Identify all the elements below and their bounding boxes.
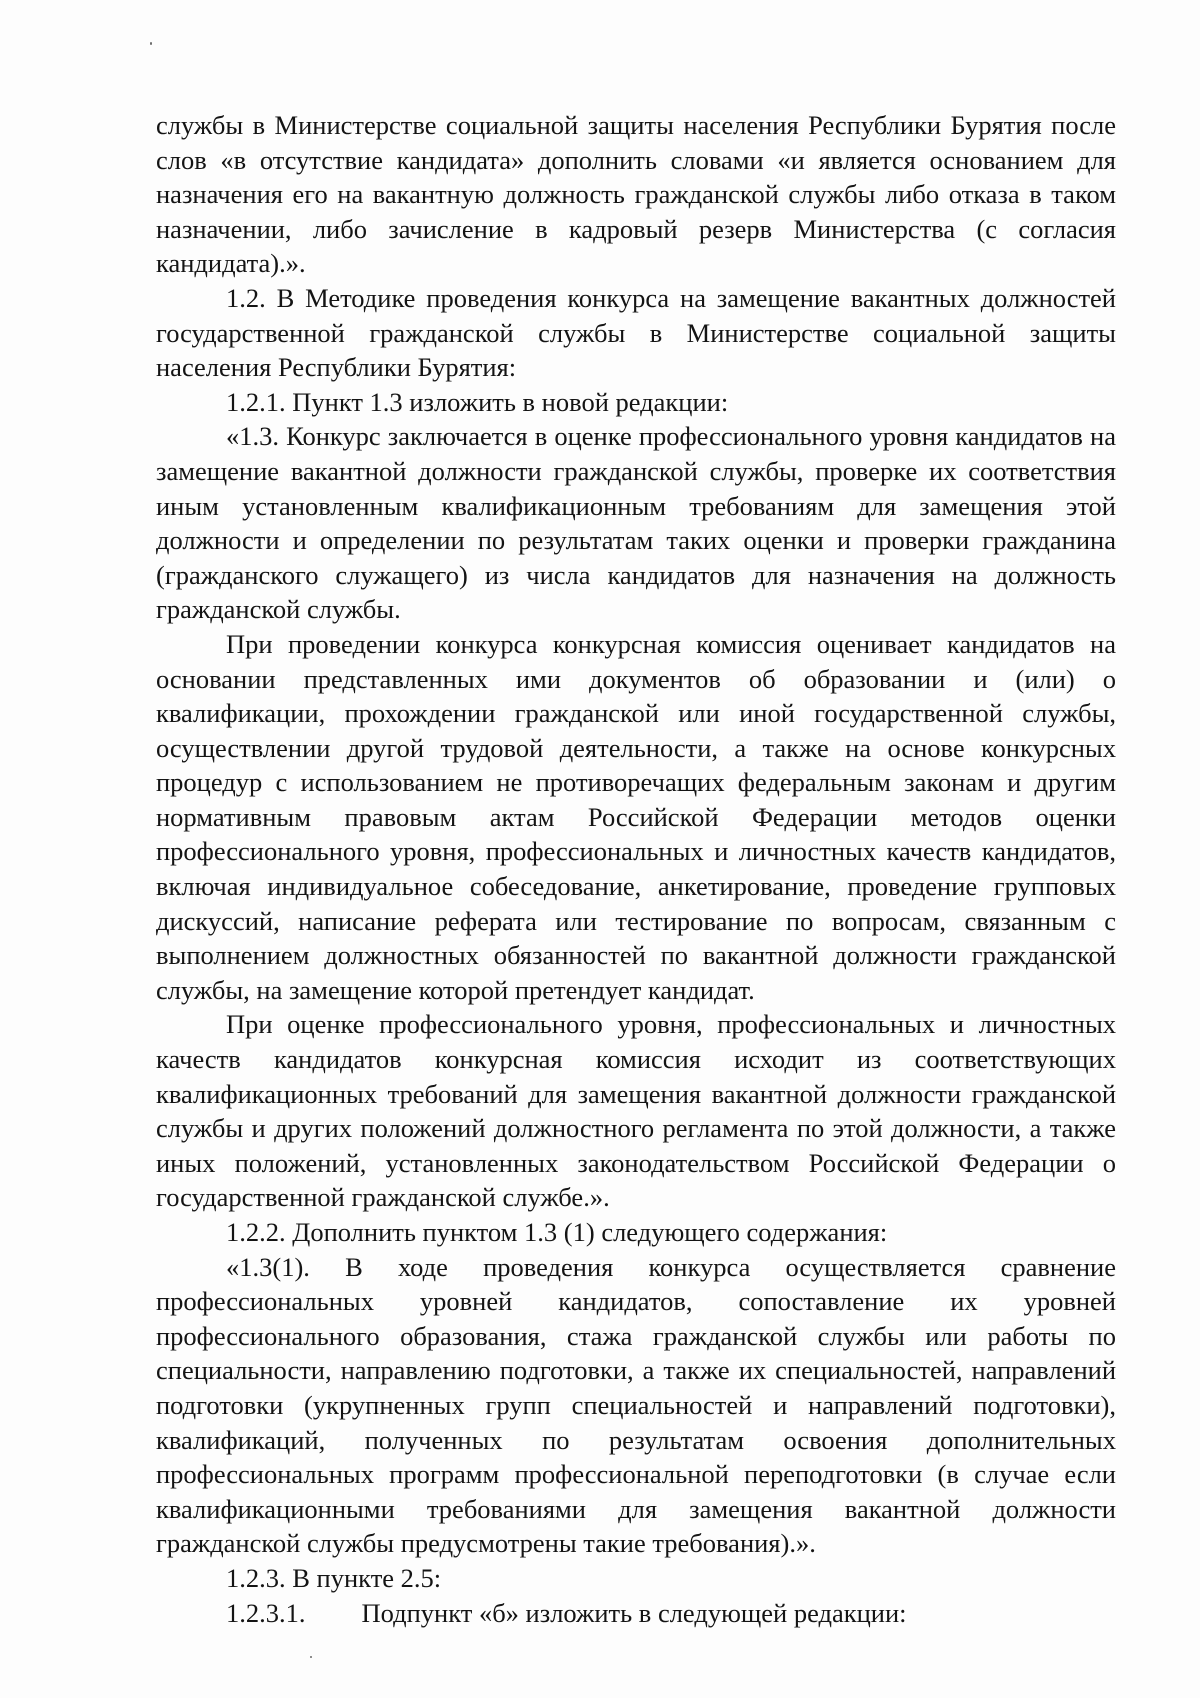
paragraph-1-3-1-quote: «1.3(1). В ходе проведения конкурса осуществляется сравнение профессиональных уровней кандидатов, сопоставление их уровней профессионального образования, стажа гражданской службы или работы по специальности, направлению подготовки, а также их специальностей, направлений подготовки (укрупненных групп специальностей и направлений подготовки), квалификаций, полученных по результатам освоения дополнительных профессиональных программ профессиональной переподготовки (в случае если квалификационными требованиями для замещения вакантной должности гражданской службы предусмотрены такие требования).».	[156, 1251, 1116, 1559]
document-body	[156, 108, 1116, 1630]
scan-speck	[150, 42, 152, 45]
paragraph-1-2-3: 1.2.3. В пункте 2.5:	[226, 1562, 442, 1593]
paragraph-competition-evaluation: При проведении конкурса конкурсная комиссия оценивает кандидатов на основании представленных ими документов об образовании и (или) о квалификации, прохождении гражданской или иной государственной службы, осуществлении другой трудовой деятельности, а также на основе конкурсных процедур с использованием не противоречащих федеральным законам и другим нормативным правовым актам Российской Федерации методов оценки профессионального уровня, профессиональных и личностных качеств кандидатов, включая индивидуальное собеседование, анкетирование, проведение групповых дискуссий, написание реферата или тестирование по вопросам, связанным с выполнением должностных обязанностей по вакантной должности гражданской службы, на замещение которой претендует кандидат.	[156, 628, 1116, 1005]
paragraph-1-2-1: 1.2.1. Пункт 1.3 изложить в новой редакции:	[226, 386, 729, 417]
paragraph-1-2-3-1	[156, 1596, 1116, 1631]
scan-speck	[310, 1656, 312, 1658]
paragraph-1-2-2: 1.2.2. Дополнить пунктом 1.3 (1) следующего содержания:	[226, 1217, 888, 1247]
item-text: Подпункт «б» изложить в следующей редакции:	[361, 1597, 907, 1628]
paragraph-continuation: службы в Министерстве социальной защиты населения Республики Бурятия после слов «в отсутствие кандидата» дополнить словами «и является основанием для назначения его на вакантную должность гражданской службы либо отказа в таком назначении, либо зачисление в кадровый резерв Министерства (с согласия кандидата).».	[156, 110, 1116, 279]
paragraph-1-3-quote: «1.3. Конкурс заключается в оценке профессионального уровня кандидатов на замещение вакантной должности гражданской службы, проверке их соответствия иным установленным квалификационным требованиям для замещения этой должности и определении по результатам таких оценки и проверки гражданина (гражданского служащего) из числа кандидатов для назначения на должность гражданской службы.	[156, 421, 1116, 625]
paragraph-qualification-assessment: При оценке профессионального уровня, профессиональных и личностных качеств кандидатов конкурсная комиссия исходит из соответствующих квалификационных требований для замещения вакантной должности гражданской службы и других положений должностного регламента по этой должности, а также иных положений, установленных законодательством Российской Федерации о государственной гражданской службе.».	[156, 1009, 1116, 1213]
paragraph-1-2: 1.2. В Методике проведения конкурса на замещение вакантных должностей государственной гражданской службы в Министерстве социальной защиты населения Республики Бурятия:	[156, 282, 1116, 383]
item-number: 1.2.3.1.	[226, 1597, 306, 1628]
